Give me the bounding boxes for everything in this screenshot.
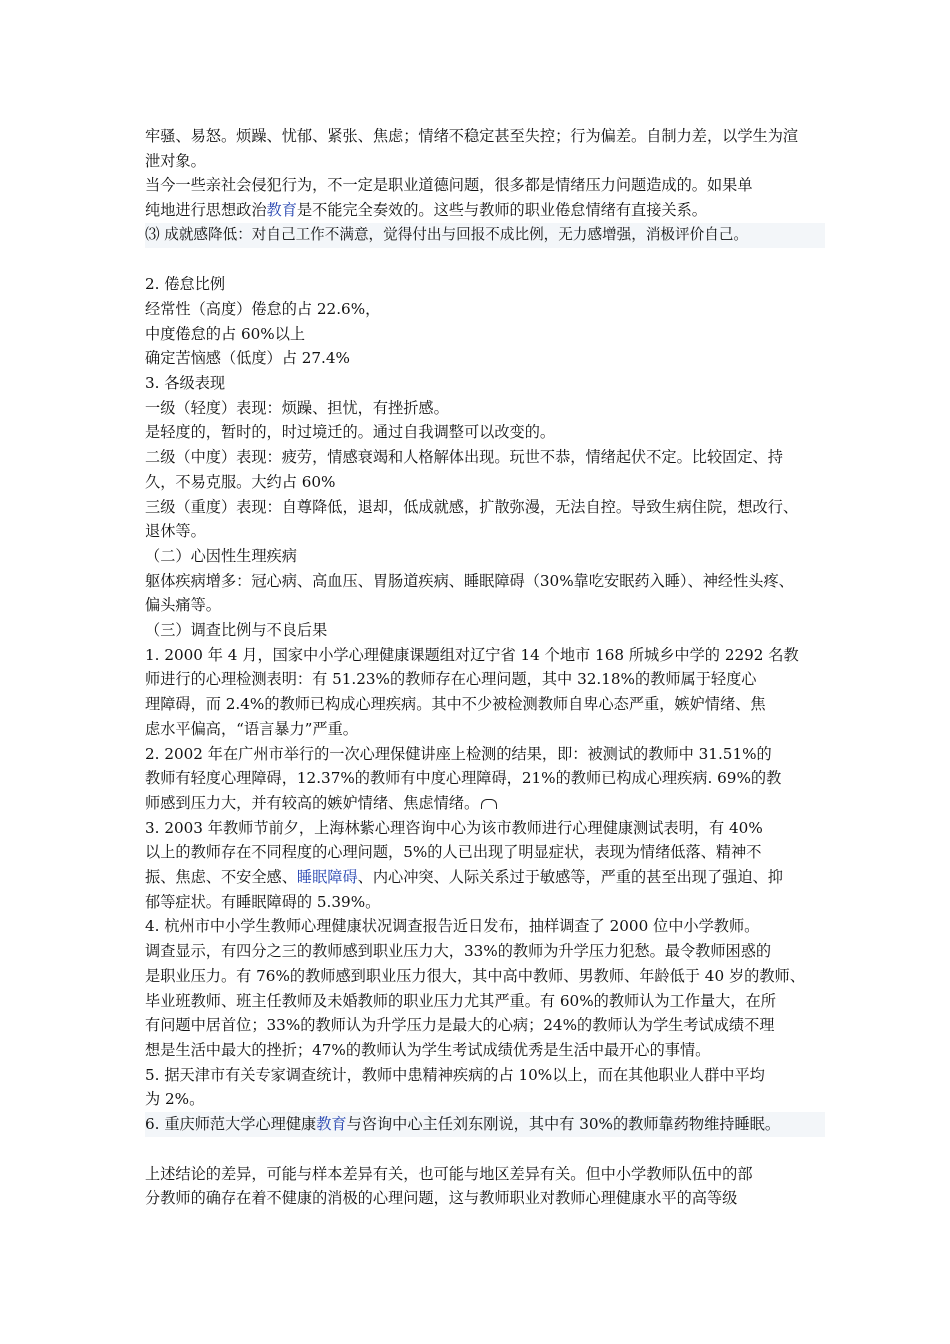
text-line: 郁等症状。有睡眠障碍的 5.39%。 (145, 892, 381, 911)
text-segment: 与咨询中心主任刘东刚说，其中有 30%的教师靠药物维持睡眠。 (346, 1115, 781, 1134)
section-heading: 3. 各级表现 (145, 374, 226, 393)
text-line: ⑶ 成就感降低：对自己工作不满意，觉得付出与回报不成比例，无力感增强，消极评价自己。 (145, 223, 825, 248)
section-heading: 2. 倦怠比例 (145, 275, 226, 294)
blank-line (145, 248, 825, 273)
text-line: 躯体疾病增多：冠心病、高血压、胃肠道疾病、睡眠障碍（30%靠吃安眠药入睡）、神经性头疼、 (145, 571, 794, 590)
education-link[interactable]: 教育 (266, 201, 297, 220)
text-line: 理障碍，而 2.4%的教师已构成心理疾病。其中不少被检测教师自卑心态严重，嫉妒情绪、焦 (145, 695, 766, 714)
text-line (145, 865, 825, 890)
text-line: 毕业班教师、班主任教师及未婚教师的职业压力尤其严重。有 60%的教师认为工作量大，在所 (145, 991, 776, 1010)
education-link-2[interactable]: 教育 (316, 1115, 347, 1134)
text-line: 退休等。 (145, 522, 206, 541)
text-line (145, 791, 825, 816)
text-line: 久，不易克服。大约占 60% (145, 472, 336, 491)
text-line (145, 198, 825, 223)
section-heading: （二）心因性生理疾病 (145, 546, 297, 565)
text-line: 3. 2003 年教师节前夕，上海林紫心理咨询中心为该市教师进行心理健康测试表明，有 40% (145, 818, 763, 837)
text-line: 中度倦怠的占 60%以上 (145, 324, 306, 343)
text-line: 泄对象。 (145, 151, 206, 170)
text-line: 分教师的确存在着不健康的消极的心理问题，这与教师职业对教师心理健康水平的高等级 (145, 1189, 738, 1208)
text-line: 当今一些亲社会侵犯行为，不一定是职业道德问题，很多都是情绪压力问题造成的。如果单 (145, 176, 753, 195)
text-segment: 师感到压力大，并有较高的嫉妒情绪、焦虑情绪。 (145, 793, 480, 812)
document-body (145, 124, 825, 1211)
text-segment: 是不能完全奏效的。这些与教师的职业倦怠情绪有直接关系。 (296, 201, 707, 220)
text-line: 上述结论的差异，可能与样本差异有关，也可能与地区差异有关。但中小学教师队伍中的部 (145, 1164, 753, 1183)
text-line: 为 2%。 (145, 1090, 205, 1109)
text-line: 一级（轻度）表现：烦躁、担忧，有挫折感。 (145, 398, 449, 417)
text-line: 2. 2002 年在广州市举行的一次心理保健讲座上检测的结果，即：被测试的教师中 31.51%的 (145, 744, 772, 763)
text-line: 二级（中度）表现：疲劳，情感衰竭和人格解体出现。玩世不恭，情绪起伏不定。比较固定、持 (145, 448, 783, 467)
text-segment: 振、焦虑、不安全感、 (145, 868, 297, 887)
arc-mark-icon (481, 799, 497, 809)
text-line: 有问题中居首位；33%的教师认为升学压力是最大的心病；24%的教师认为学生考试成绩不理 (145, 1016, 775, 1035)
text-line: 确定苦恼感（低度）占 27.4% (145, 349, 350, 368)
section-heading: （三）调查比例与不良后果 (145, 621, 328, 640)
text-line: 经常性（高度）倦怠的占 22.6%， (145, 299, 381, 318)
blank-line (145, 1137, 825, 1162)
text-line: 5. 据天津市有关专家调查统计，教师中患精神疾病的占 10%以上，而在其他职业人群中平均 (145, 1065, 765, 1084)
text-line: 1. 2000 年 4 月，国家中小学心理健康课题组对辽宁省 14 个地市 168 所城乡中学的 2292 名教 (145, 645, 799, 664)
text-line: 偏头痛等。 (145, 596, 221, 615)
sleep-disorder-link[interactable]: 睡眠障碍 (296, 868, 358, 887)
text-segment: 、内心冲突、人际关系过于敏感等，严重的甚至出现了强迫、抑 (357, 868, 783, 887)
text-line: 牢骚、易怒。烦躁、忧郁、紧张、焦虑；情绪不稳定甚至失控；行为偏差。自制力差，以学生为渲 (145, 127, 799, 145)
text-line: 是职业压力。有 76%的教师感到职业压力很大，其中高中教师、男教师、年龄低于 40 岁的教师、 (145, 966, 805, 985)
text-line: 想是生活中最大的挫折；47%的教师认为学生考试成绩优秀是生活中最开心的事情。 (145, 1041, 711, 1059)
text-line: 以上的教师存在不同程度的心理问题，5%的人已出现了明显症状，表现为情绪低落、精神不 (145, 843, 762, 862)
text-segment: 纯地进行思想政治 (145, 201, 267, 220)
text-line: 4. 杭州市中小学生教师心理健康状况调查报告近日发布，抽样调查了 2000 位中小学教师。 (145, 917, 760, 936)
text-line: 三级（重度）表现：自尊降低，退却，低成就感，扩散弥漫，无法自控。导致生病住院，想改行、 (145, 497, 799, 516)
text-line (145, 1112, 825, 1137)
text-line: 是轻度的，暂时的，时过境迁的。通过自我调整可以改变的。 (145, 423, 556, 442)
text-line: 师进行的心理检测表明：有 51.23%的教师存在心理问题，其中 32.18%的教师属于轻度心 (145, 670, 757, 689)
text-segment: 6. 重庆师范大学心理健康 (145, 1115, 317, 1134)
text-line: 教师有轻度心理障碍，12.37%的教师有中度心理障碍，21%的教师已构成心理疾病. 69%的教 (145, 769, 782, 788)
text-line: 调查显示，有四分之三的教师感到职业压力大，33%的教师为升学压力犯愁。最令教师困惑的 (145, 942, 772, 961)
text-line: 虑水平偏高，“语言暴力”严重。 (145, 719, 358, 738)
